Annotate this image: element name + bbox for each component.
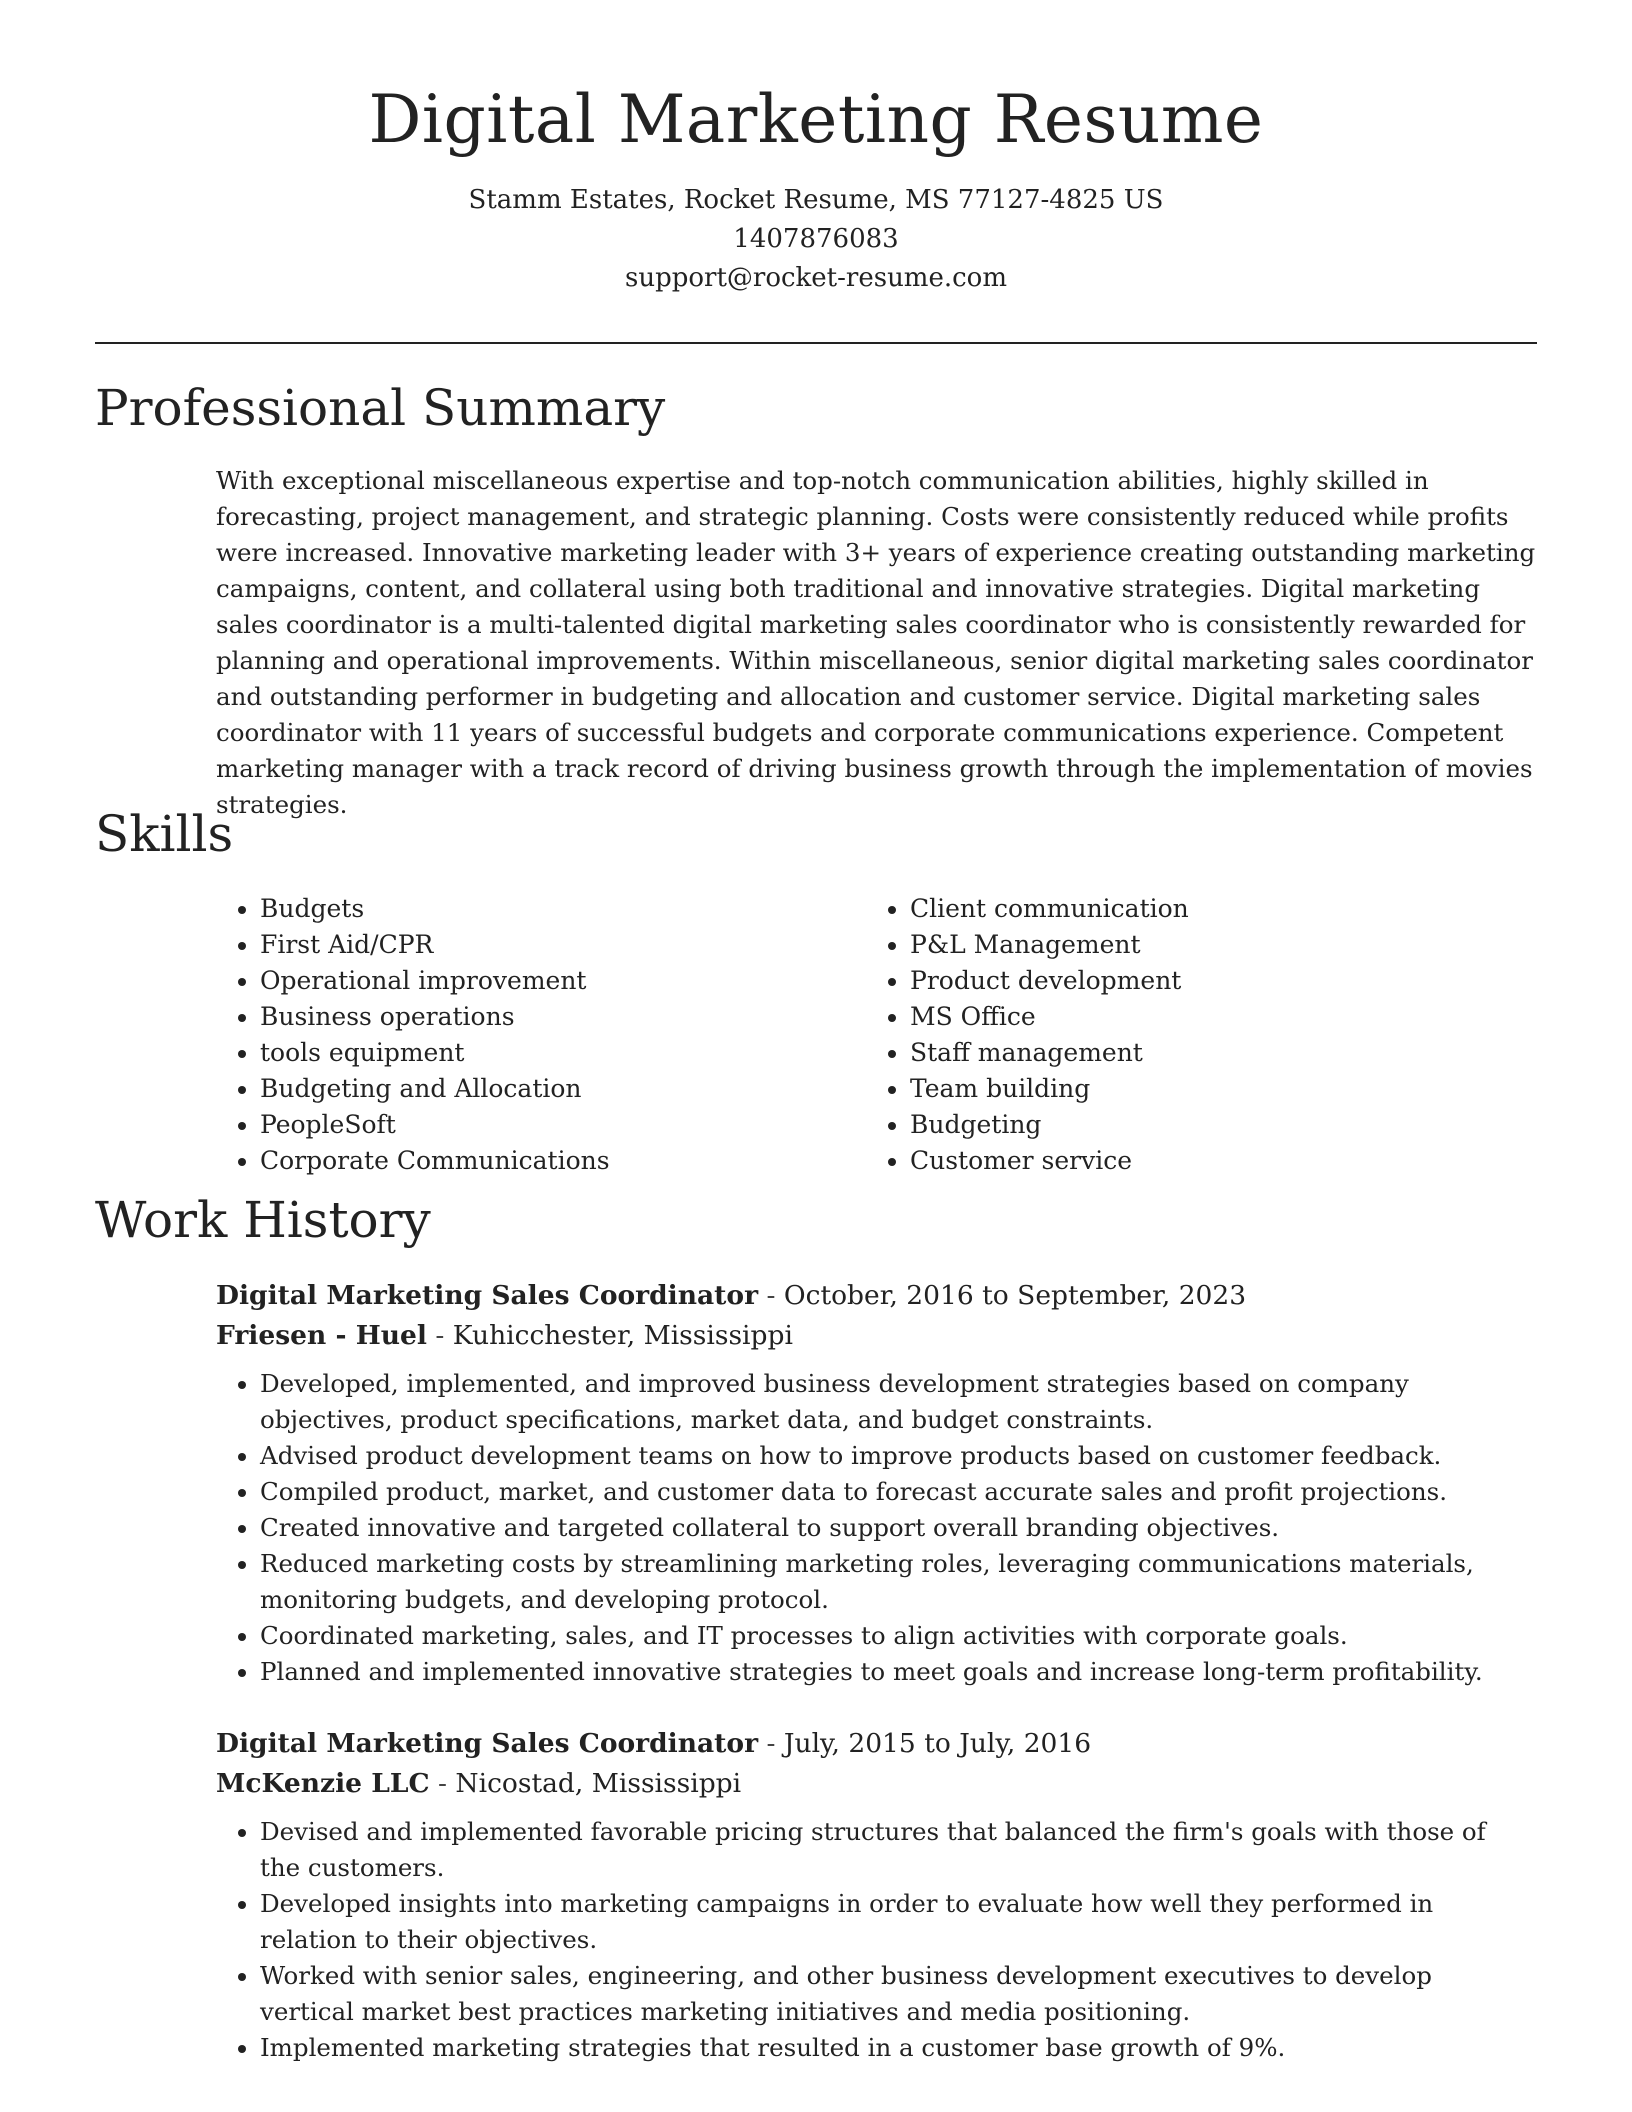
job-bullet: • Developed, implemented, and improved business development strategies based on company objectives, product specifications, market data, and budget constraints. [260, 1366, 1546, 1438]
job-company: McKenzie LLC [216, 1768, 430, 1799]
skill-item: • Product development [910, 963, 1510, 999]
skills-column-right [866, 891, 1510, 1179]
job-title-line [216, 1724, 1546, 1764]
skill-item: • Budgeting [910, 1107, 1510, 1143]
job-bullet: • Planned and implemented innovative strategies to meet goals and increase long-term profitability. [260, 1654, 1546, 1690]
skill-item: • tools equipment [260, 1035, 866, 1071]
job-bullets [216, 1366, 1546, 1690]
skill-item: • PeopleSoft [260, 1107, 866, 1143]
skill-item: • Budgeting and Allocation [260, 1071, 866, 1107]
separator: - [429, 1768, 456, 1799]
job-location: Kuhicchester, Mississippi [452, 1320, 793, 1351]
job-entry [216, 1724, 1546, 2066]
separator: - [758, 1728, 784, 1759]
skill-item: • Team building [910, 1071, 1510, 1107]
job-bullet: • Developed insights into marketing campaigns in order to evaluate how well they performed in relation to their objectives. [260, 1886, 1546, 1958]
skill-item: • Customer service [910, 1143, 1510, 1179]
job-entry [216, 1276, 1546, 1690]
job-bullet: • Worked with senior sales, engineering, and other business development executives to develop vertical market best practices marketing initiatives and media positioning. [260, 1958, 1546, 2030]
job-title-line [216, 1276, 1546, 1316]
contact-phone: 1407876083 [733, 224, 899, 255]
job-bullet: • Created innovative and targeted collateral to support overall branding objectives. [260, 1510, 1546, 1546]
skill-item: • P&L Management [910, 927, 1510, 963]
summary-heading: Professional Summary [95, 379, 666, 437]
contact-email: support@rocket-resume.com [624, 263, 1007, 294]
skills-list [216, 891, 1536, 1179]
skill-item: • Staff management [910, 1035, 1510, 1071]
job-bullet: • Coordinated marketing, sales, and IT processes to align activities with corporate goals. [260, 1618, 1546, 1654]
skill-item: • Budgets [260, 891, 866, 927]
separator: - [426, 1320, 453, 1351]
skill-item: • Client communication [910, 891, 1510, 927]
skill-item: • Operational improvement [260, 963, 866, 999]
skill-item: • First Aid/CPR [260, 927, 866, 963]
job-location: Nicostad, Mississippi [455, 1768, 742, 1799]
job-title: Digital Marketing Sales Coordinator [216, 1280, 759, 1311]
job-bullet: • Implemented marketing strategies that resulted in a customer base growth of 9%. [260, 2030, 1546, 2066]
job-title: Digital Marketing Sales Coordinator [216, 1728, 759, 1759]
skill-item: • Corporate Communications [260, 1143, 866, 1179]
job-bullet: • Advised product development teams on how to improve products based on customer feedback. [260, 1438, 1546, 1474]
job-company: Friesen - Huel [216, 1320, 427, 1351]
skills-column-left [216, 891, 866, 1179]
job-bullets [216, 1814, 1546, 2066]
page-title: Digital Marketing Resume [368, 81, 1264, 158]
job-dates: July, 2015 to July, 2016 [783, 1728, 1092, 1759]
skills-heading: Skills [95, 805, 234, 863]
skill-item: • MS Office [910, 999, 1510, 1035]
resume-header [0, 0, 1632, 298]
job-bullet: • Reduced marketing costs by streamlining marketing roles, leveraging communications materials, monitoring budgets, and developing protocol. [260, 1546, 1546, 1618]
contact-block [0, 181, 1632, 298]
job-company-line [216, 1764, 1546, 1804]
separator: - [758, 1280, 784, 1311]
job-bullet: • Compiled product, market, and customer data to forecast accurate sales and profit projections. [260, 1474, 1546, 1510]
job-bullet: • Devised and implemented favorable pricing structures that balanced the firm's goals with those of the customers. [260, 1814, 1546, 1886]
job-dates: October, 2016 to September, 2023 [783, 1280, 1247, 1311]
contact-address: Stamm Estates, Rocket Resume, MS 77127-4825 US [468, 185, 1164, 216]
skill-item: • Business operations [260, 999, 866, 1035]
header-divider [95, 342, 1537, 344]
work-history-heading: Work History [95, 1191, 431, 1249]
job-company-line [216, 1316, 1546, 1356]
summary-text: With exceptional miscellaneous expertise and top-notch communication abilities, highly skilled in forecasting, project management, and strategic planning. Costs were consistently reduced while profits were increased. Innovative marketing leader with 3+ years of experience creating outstanding marketing campaigns, content, and collateral using both traditional and innovative strategies. Digital marketing sales coordinator is a multi-talented digital marketing sales coordinator who is consistently rewarded for planning and operational improvements. Within miscellaneous, senior digital marketing sales coordinator and outstanding performer in budgeting and allocation and customer service. Digital marketing sales coordinator with 11 years of successful budgets and corporate communications experience. Competent marketing manager with a track record of driving business growth through the implementation of movies strategies. [216, 466, 1536, 819]
